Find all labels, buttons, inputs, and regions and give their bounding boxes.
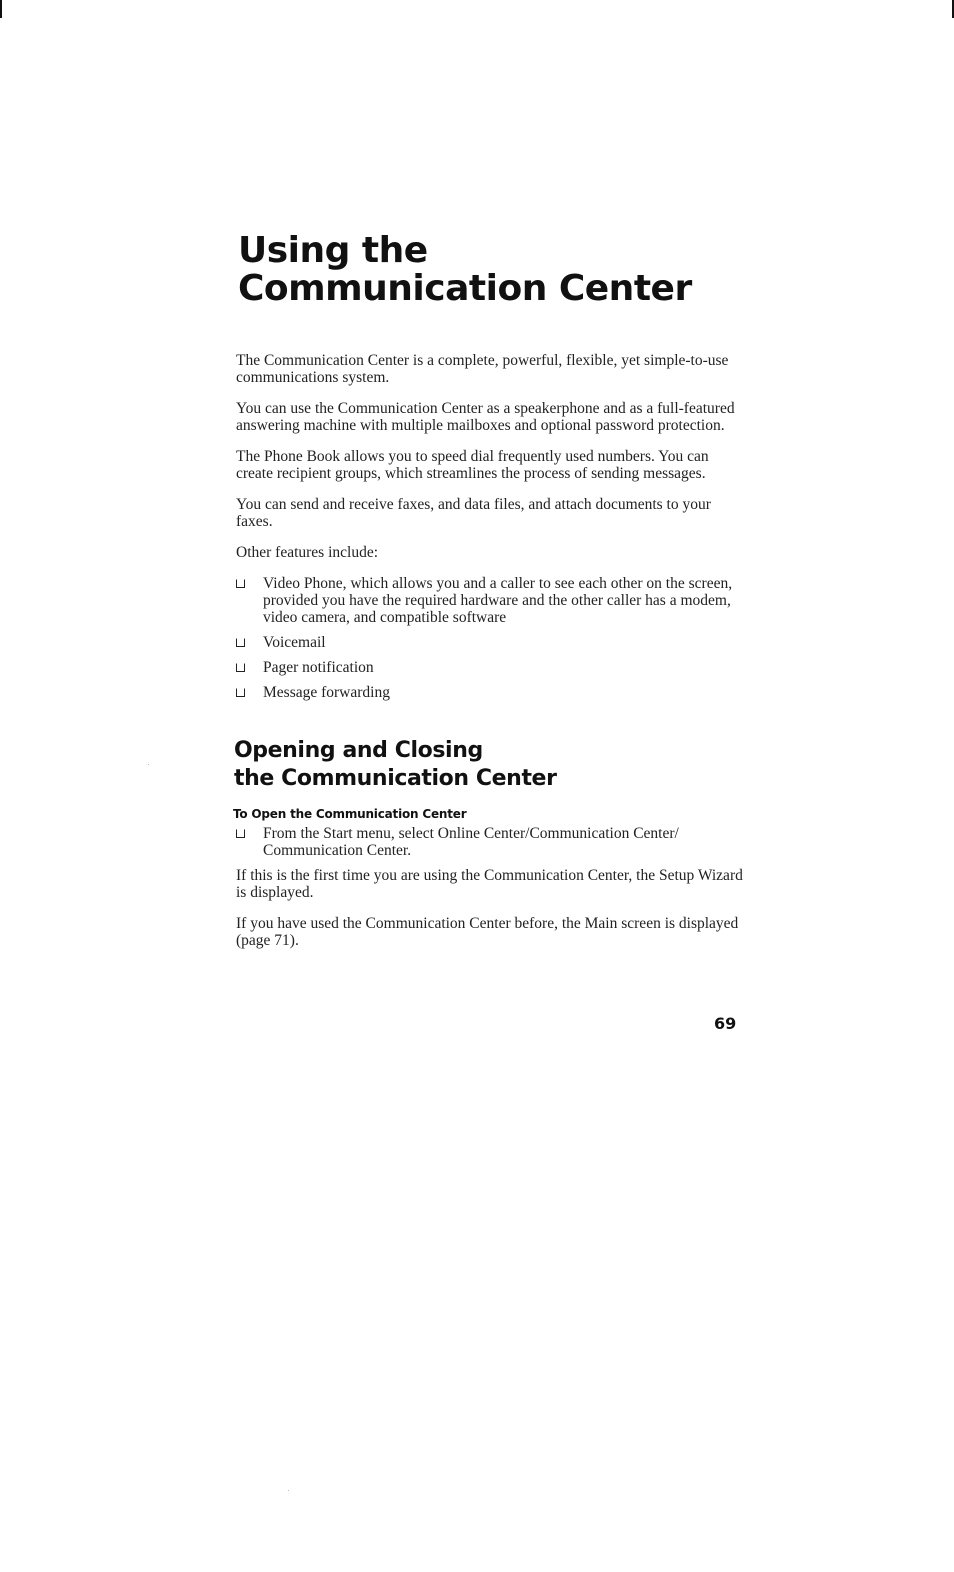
page-content (233, 230, 746, 963)
page-number: 69 (714, 1014, 737, 1033)
checkbox-bullet-icon (236, 688, 245, 697)
intro-section (236, 352, 746, 701)
intro-paragraph: The Communication Center is a complete, powerful, flexible, yet simple-to-use communications system. (236, 352, 729, 386)
procedure-title: To Open the Communication Center (233, 807, 467, 821)
scan-edge-mark-left (0, 0, 2, 18)
section-title (234, 737, 746, 793)
scan-speck (288, 1490, 289, 1491)
list-item-text: Voicemail (263, 634, 326, 651)
checkbox-bullet-icon (236, 829, 245, 838)
chapter-title-line-2: Communication Center (238, 268, 692, 309)
step-note: If this is the first time you are using the Communication Center, the Setup Wizard is displayed. (236, 867, 743, 901)
checkbox-bullet-icon (236, 663, 245, 672)
section-title-line-1: Opening and Closing (234, 738, 483, 763)
after-note: If you have used the Communication Center before, the Main screen is displayed (page 71). (236, 915, 739, 949)
features-lead-in: Other features include: (236, 544, 379, 561)
procedure-section (236, 825, 746, 949)
step-text: From the Start menu, select Online Center/Communication Center/ Communication Center. (263, 825, 679, 859)
list-item (236, 659, 746, 676)
list-item-text: Video Phone, which allows you and a caller to see each other on the screen, provided you have the required hardware and the other caller has a modem, video camera, and compatible software (263, 575, 733, 626)
procedure-steps (236, 825, 746, 859)
list-item (236, 684, 746, 701)
list-item-text: Message forwarding (263, 684, 390, 701)
checkbox-bullet-icon (236, 638, 245, 647)
checkbox-bullet-icon (236, 579, 245, 588)
intro-paragraph: You can use the Communication Center as a speakerphone and as a full-featured answering machine with multiple mailboxes and optional password protection. (236, 400, 735, 434)
chapter-title (238, 232, 746, 308)
list-item (236, 575, 746, 626)
list-item-text: Pager notification (263, 659, 374, 676)
intro-paragraph: You can send and receive faxes, and data files, and attach documents to your faxes. (236, 496, 711, 530)
scan-speck (148, 764, 149, 765)
section-title-line-2: the Communication Center (234, 766, 557, 791)
features-list (236, 575, 746, 701)
intro-paragraph: The Phone Book allows you to speed dial frequently used numbers. You can create recipient groups, which streamlines the process of sending messages. (236, 448, 709, 482)
chapter-title-line-1: Using the (238, 230, 428, 271)
list-item (236, 825, 746, 859)
list-item (236, 634, 746, 651)
